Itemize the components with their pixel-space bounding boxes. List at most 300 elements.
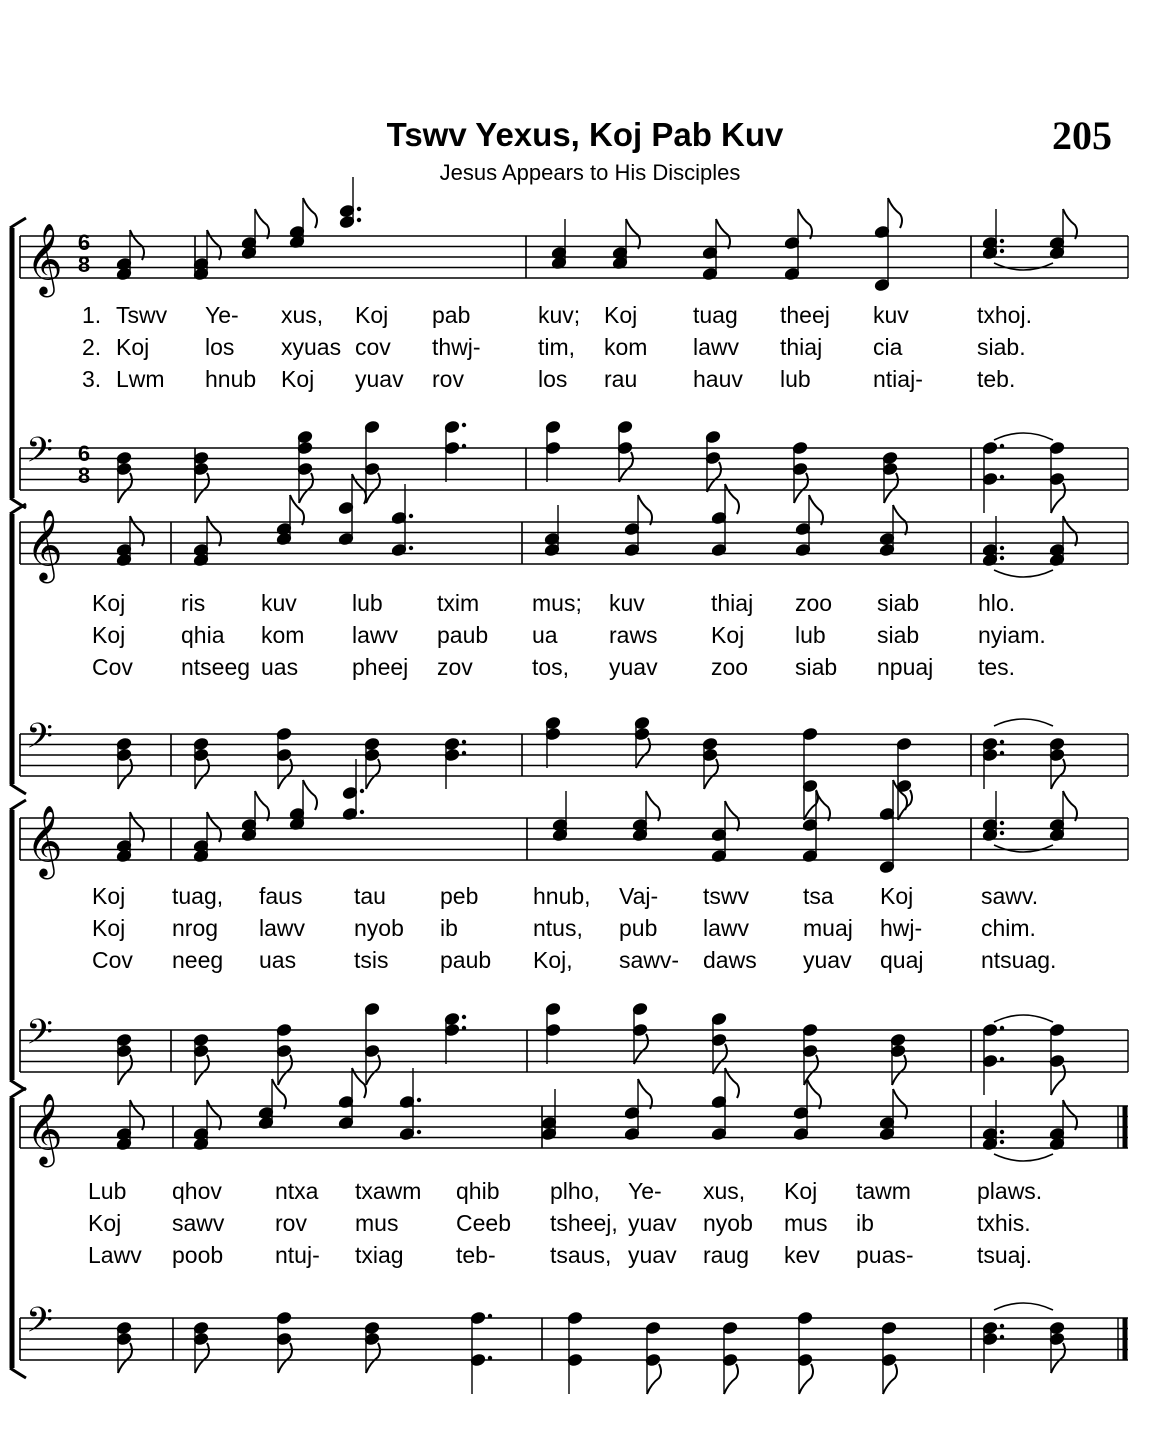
note-chord [795, 495, 811, 557]
note-chord [544, 505, 560, 557]
note-flag [634, 1034, 648, 1064]
lyric-syllable: pheej [352, 654, 409, 680]
lyric-syllable: plaws. [977, 1178, 1043, 1204]
tie [994, 263, 1053, 270]
lyric-syllable: yuav [628, 1242, 677, 1268]
note-flag [1063, 1100, 1077, 1130]
lyric-syllable: tes. [978, 654, 1016, 680]
lyric-syllable: sawv [172, 1210, 225, 1236]
lyric-syllable: siab. [977, 334, 1026, 360]
lyric-syllable: thiaj [780, 334, 823, 360]
note-chord [982, 1100, 1004, 1151]
lyric-syllable: Koj [116, 334, 150, 360]
note-flag [118, 473, 132, 503]
lyric-syllable: mus; [532, 590, 582, 616]
lyric-syllable: Cov [92, 654, 133, 680]
note-chord [612, 219, 628, 270]
augmentation-dot [1000, 1324, 1004, 1328]
lyric-syllable: Koj [604, 302, 638, 328]
augmentation-dot [1000, 249, 1004, 253]
lyric-syllable: Lub [88, 1178, 127, 1204]
note-flag [207, 812, 221, 842]
lyric-syllable: siab [877, 590, 920, 616]
treble-staff [20, 1092, 1128, 1168]
note-flag [278, 1055, 292, 1085]
treble-staff [20, 222, 1128, 298]
time-signature-top: 6 [77, 441, 91, 466]
note-flag [195, 1055, 209, 1085]
note-chord [193, 812, 209, 863]
note-flag [118, 1055, 132, 1085]
note-chord [545, 1002, 561, 1064]
time-signature-top: 6 [77, 230, 91, 255]
note-chord [289, 198, 305, 249]
note-chord [634, 716, 650, 768]
note-chord [982, 209, 1004, 260]
augmentation-dot [1000, 546, 1004, 550]
note-flag [892, 1055, 906, 1085]
note-flag [638, 495, 652, 525]
note-flag [638, 1079, 652, 1109]
bass-staff [20, 716, 1128, 777]
lyric-syllable: raug [703, 1242, 750, 1268]
lyric-syllable: Tswv [116, 302, 168, 328]
lyric-syllable: hlo. [978, 590, 1016, 616]
note-chord [551, 219, 567, 270]
augmentation-dot [357, 207, 361, 211]
bass-staff [20, 1300, 1128, 1361]
note-chord [339, 177, 361, 229]
lyric-syllable: Koj [784, 1178, 818, 1204]
lyric-syllable: faus [259, 883, 303, 909]
lyric-syllable: lawv [693, 334, 740, 360]
note-flag [303, 198, 317, 228]
lyric-syllable: Koj [92, 590, 126, 616]
augmentation-dot [417, 1098, 421, 1102]
lyric-syllable: tos, [532, 654, 570, 680]
note-chord [1049, 209, 1065, 260]
lyric-syllable: Koj [355, 302, 389, 328]
note-chord [338, 474, 354, 546]
system-bracket [10, 1088, 26, 1378]
note-flag [1063, 791, 1077, 821]
lyric-syllable: kev [784, 1242, 820, 1268]
lyric-syllable: tsheej, [550, 1210, 618, 1236]
lyric-syllable: siab [795, 654, 838, 680]
tie [994, 1015, 1053, 1022]
note-flag [207, 516, 221, 546]
treble-clef-icon: 𝄞 [26, 1091, 63, 1165]
bass-clef-icon: 𝄢 [26, 429, 54, 479]
note-flag [1063, 516, 1077, 546]
lyric-syllable: kom [261, 622, 305, 648]
lyric-syllable: ib [440, 915, 458, 941]
augmentation-dot [462, 444, 466, 448]
note-flag [1063, 209, 1077, 239]
bass-clef-icon: 𝄢 [26, 715, 54, 765]
note-chord [116, 1321, 132, 1373]
lyric-syllable: pab [432, 302, 471, 328]
note-flag [799, 1364, 813, 1394]
note-chord [711, 484, 727, 557]
augmentation-dot [1000, 1057, 1004, 1061]
lyric-syllable: lawv [703, 915, 750, 941]
lyric-syllable: sawv. [981, 883, 1039, 909]
treble-time-signature [78, 230, 90, 277]
lyric-syllable: rov [432, 366, 464, 392]
lyric-syllable: Vaj- [619, 883, 659, 909]
augmentation-dot [357, 218, 361, 222]
hymn-subtitle: Jesus Appears to His Disciples [439, 160, 741, 185]
lyric-syllable: lub [352, 590, 383, 616]
note-flag [816, 791, 830, 821]
note-flag [893, 505, 907, 535]
note-flag [207, 230, 221, 260]
note-chord [116, 1033, 132, 1085]
verse-number: 1. [82, 302, 102, 328]
augmentation-dot [1000, 1026, 1004, 1030]
note-flag [1051, 483, 1065, 513]
note-flag [646, 791, 660, 821]
note-chord [470, 1311, 492, 1394]
lyric-syllable: yuav [609, 654, 658, 680]
lyric-syllable: ntuj- [275, 1242, 320, 1268]
lyric-syllable: nrog [172, 915, 219, 941]
note-flag [195, 759, 209, 789]
note-chord [624, 1079, 640, 1141]
augmentation-dot [1000, 444, 1004, 448]
system-bracket [10, 504, 26, 794]
augmentation-dot [1000, 740, 1004, 744]
note-flag [794, 473, 808, 503]
lyric-syllable: tsa [803, 883, 834, 909]
lyric-syllable: qhov [172, 1178, 222, 1204]
note-chord [338, 1068, 354, 1130]
hymn-number: 205 [1052, 113, 1112, 158]
lyric-syllable: sawv- [619, 947, 680, 973]
augmentation-dot [1000, 556, 1004, 560]
note-chord [624, 495, 640, 557]
lyric-syllable: theej [780, 302, 830, 328]
lyric-syllable: neeg [172, 947, 224, 973]
note-chord [702, 219, 718, 281]
note-flag [716, 219, 730, 249]
note-flag [366, 759, 380, 789]
lyric-syllable: ntiaj- [873, 366, 923, 392]
note-flag [118, 759, 132, 789]
note-flag [195, 1343, 209, 1373]
note-flag [893, 1089, 907, 1119]
lyric-syllable: yuav [803, 947, 852, 973]
note-chord [882, 451, 898, 503]
augmentation-dot [409, 546, 413, 550]
treble-clef-icon: 𝄞 [26, 221, 63, 295]
lyric-syllable: hwj- [880, 915, 923, 941]
augmentation-dot [360, 810, 364, 814]
lyric-syllable: Koj [281, 366, 315, 392]
lyric-syllable: teb- [456, 1242, 496, 1268]
note-chord [1049, 737, 1065, 789]
note-flag [888, 198, 902, 228]
note-flag [1051, 759, 1065, 789]
note-chord [567, 1311, 583, 1394]
augmentation-dot [1000, 831, 1004, 835]
note-chord [1049, 516, 1065, 567]
lyric-syllable: Ye- [628, 1178, 662, 1204]
note-chord [193, 516, 209, 567]
lyric-syllable: txawm [355, 1178, 422, 1204]
treble-clef-icon: 𝄞 [26, 803, 63, 877]
lyric-syllable: quaj [880, 947, 924, 973]
note-flag [884, 473, 898, 503]
note-chord [289, 780, 305, 831]
note-chord [193, 1321, 209, 1373]
augmentation-dot [462, 751, 466, 755]
verse-number: 2. [82, 334, 102, 360]
tie [994, 719, 1053, 726]
note-chord [364, 1321, 380, 1373]
lyric-syllable: muaj [803, 915, 853, 941]
note-chord [1049, 791, 1065, 842]
lyric-syllable: npuaj [877, 654, 934, 680]
lyric-syllable: cov [355, 334, 391, 360]
bass-staff [20, 430, 1128, 491]
time-signature-bottom: 8 [77, 252, 91, 277]
note-chord [541, 1089, 557, 1141]
note-chord [116, 451, 132, 503]
note-chord [258, 1079, 274, 1130]
augmentation-dot [1000, 1140, 1004, 1144]
lyric-syllable: tsaus, [550, 1242, 612, 1268]
bass-clef-icon: 𝄢 [26, 1299, 54, 1349]
time-signature-bottom: 8 [77, 463, 91, 488]
note-flag [130, 1100, 144, 1130]
note-chord [879, 505, 895, 557]
note-chord [545, 716, 561, 768]
note-chord [241, 791, 257, 842]
lyric-syllable: Ceeb [456, 1210, 511, 1236]
note-flag [255, 209, 269, 239]
tie [994, 1154, 1053, 1161]
lyric-syllable: zov [437, 654, 473, 680]
lyric-syllable: ris [181, 590, 206, 616]
note-chord [342, 759, 364, 821]
hymn-title: Tswv Yexus, Koj Pab Kuv [386, 116, 784, 153]
note-chord [982, 516, 1004, 567]
lyric-syllable: txhoj. [977, 302, 1032, 328]
lyric-syllable: hnub [205, 366, 257, 392]
lyric-syllable: Koj [92, 915, 126, 941]
note-chord [193, 737, 209, 789]
lyric-syllable: cia [873, 334, 903, 360]
note-chord [879, 1089, 895, 1141]
lyric-syllable: zoo [711, 654, 749, 680]
note-flag [278, 1343, 292, 1373]
lyric-syllable: tawm [856, 1178, 911, 1204]
lyric-syllable: mus [784, 1210, 828, 1236]
lyric-syllable: lawv [352, 622, 399, 648]
lyric-syllable: Lawv [88, 1242, 142, 1268]
note-chord [444, 420, 466, 482]
lyric-syllable: los [538, 366, 568, 392]
lyric-syllable: chim. [981, 915, 1036, 941]
lyric-syllable: ua [532, 622, 558, 648]
note-flag [255, 791, 269, 821]
note-chord [797, 1311, 813, 1394]
note-chord [116, 1100, 132, 1151]
augmentation-dot [462, 423, 466, 427]
lyric-syllable: siab [877, 622, 920, 648]
note-flag [130, 516, 144, 546]
note-flag [278, 759, 292, 789]
lyric-syllable: thiaj [711, 590, 754, 616]
note-chord [364, 737, 380, 789]
lyric-syllable: los [205, 334, 235, 360]
note-flag [130, 812, 144, 842]
lyric-syllable: pub [619, 915, 658, 941]
note-chord [276, 495, 292, 546]
verse-number: 3. [82, 366, 102, 392]
note-flag [898, 790, 912, 820]
note-flag [704, 759, 718, 789]
note-flag [195, 473, 209, 503]
system-bracket [10, 800, 26, 1090]
lyric-syllable: raws [609, 622, 658, 648]
tie [994, 845, 1053, 852]
note-flag [804, 1055, 818, 1085]
note-flag [207, 1100, 221, 1130]
lyric-syllable: ntseeg [181, 654, 251, 680]
tie [994, 433, 1053, 440]
lyric-syllable: Ye- [205, 302, 239, 328]
note-flag [883, 1364, 897, 1394]
augmentation-dot [1000, 475, 1004, 479]
note-chord [552, 791, 568, 842]
note-flag [118, 1343, 132, 1373]
augmentation-dot [488, 1356, 492, 1360]
note-chord [193, 1100, 209, 1151]
note-flag [366, 473, 380, 503]
note-chord [982, 441, 1004, 513]
note-flag [798, 209, 812, 239]
lyric-syllable: paub [437, 622, 489, 648]
lyric-syllable: Koj [880, 883, 914, 909]
lyric-syllable: lawv [259, 915, 306, 941]
note-flag [290, 495, 304, 525]
lyric-syllable: kuv [873, 302, 909, 328]
lyric-syllable: thwj- [432, 334, 481, 360]
lyric-syllable: paub [440, 947, 492, 973]
note-flag [299, 473, 313, 503]
lyric-syllable: ntus, [533, 915, 583, 941]
lyric-syllable: plho, [550, 1178, 600, 1204]
lyric-syllable: xus, [281, 302, 324, 328]
tie [994, 570, 1053, 577]
lyric-syllable: nyiam. [978, 622, 1046, 648]
lyric-syllable: qhia [181, 622, 225, 648]
lyric-syllable: tswv [703, 883, 749, 909]
note-chord [1049, 1321, 1065, 1373]
lyric-syllable: tsuaj. [977, 1242, 1032, 1268]
augmentation-dot [462, 740, 466, 744]
lyric-syllable: nyob [703, 1210, 753, 1236]
lyric-syllable: Koj [711, 622, 745, 648]
lyric-syllable: yuav [355, 366, 404, 392]
augmentation-dot [462, 1026, 466, 1030]
note-flag [809, 495, 823, 525]
note-chord [116, 230, 132, 281]
note-chord [399, 1068, 421, 1141]
lyric-syllable: uas [261, 654, 299, 680]
lyric-syllable: Koj [92, 883, 126, 909]
lyric-syllable: kom [604, 334, 648, 360]
augmentation-dot [1000, 751, 1004, 755]
tie [994, 1303, 1053, 1310]
note-flag [626, 219, 640, 249]
note-chord [711, 1068, 727, 1141]
lyric-syllable: kuv [609, 590, 645, 616]
lyric-syllable: peb [440, 883, 479, 909]
augmentation-dot [409, 514, 413, 518]
lyric-syllable: rov [275, 1210, 307, 1236]
note-chord [702, 737, 718, 789]
note-flag [303, 780, 317, 810]
note-chord [391, 484, 413, 557]
note-flag [366, 1055, 380, 1085]
system-bracket [10, 218, 26, 508]
note-flag [707, 462, 721, 492]
lyric-syllable: kuv [261, 590, 297, 616]
note-flag [1051, 1065, 1065, 1095]
note-flag [636, 738, 650, 768]
lyric-syllable: lub [795, 622, 826, 648]
note-chord [784, 209, 800, 281]
lyric-syllable: Lwm [116, 366, 165, 392]
lyric-syllable: kuv; [538, 302, 581, 328]
augmentation-dot [1000, 821, 1004, 825]
note-chord [982, 791, 1004, 842]
augmentation-dot [1000, 1335, 1004, 1339]
lyric-syllable: txiag [355, 1242, 404, 1268]
treble-clef-icon: 𝄞 [26, 507, 63, 581]
note-chord [241, 209, 257, 260]
note-chord [896, 737, 912, 820]
lyric-syllable: tsis [354, 947, 389, 973]
lyric-syllable: txim [437, 590, 480, 616]
note-flag [352, 474, 366, 504]
lyric-syllable: rau [604, 366, 638, 392]
lyric-syllable: poob [172, 1242, 224, 1268]
lyric-syllable: puas- [856, 1242, 914, 1268]
augmentation-dot [462, 1015, 466, 1019]
note-chord [793, 1079, 809, 1141]
lyric-syllable: tuag [693, 302, 738, 328]
lyric-syllable: ib [856, 1210, 874, 1236]
lyric-syllable: zoo [795, 590, 833, 616]
note-flag [366, 1343, 380, 1373]
note-chord [193, 1033, 209, 1085]
lyric-syllable: lub [780, 366, 811, 392]
lyric-syllable: Cov [92, 947, 133, 973]
lyric-syllable: tuag, [172, 883, 224, 909]
note-chord [711, 801, 727, 863]
note-chord [116, 516, 132, 567]
note-chord [193, 451, 209, 503]
note-chord [545, 420, 561, 482]
augmentation-dot [1000, 1130, 1004, 1134]
lyric-syllable: tau [354, 883, 386, 909]
augmentation-dot [417, 1130, 421, 1134]
